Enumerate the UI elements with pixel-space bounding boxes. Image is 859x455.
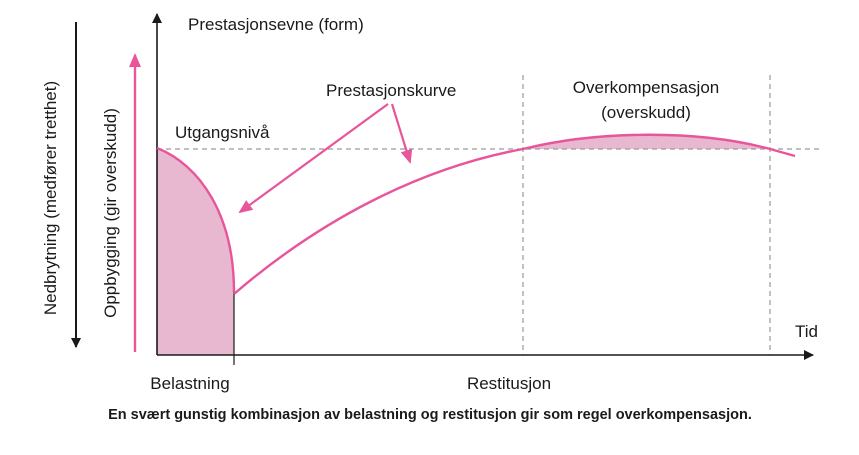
y-axis-label: Prestasjonsevne (form)	[188, 15, 364, 34]
overcompensation-sublabel: (overskudd)	[601, 103, 691, 122]
curve-label: Prestasjonskurve	[326, 81, 457, 100]
recovery-phase-label: Restitusjon	[466, 374, 552, 393]
curve-pointer-arrow-right	[392, 104, 410, 162]
load-area-fill	[157, 148, 234, 355]
load-phase-label: Belastning	[150, 374, 230, 393]
breakdown-label: Nedbrytning (medfører tretthet)	[41, 80, 60, 316]
overcompensation-label: Overkompensasjon	[572, 78, 720, 97]
performance-curve-recovery	[234, 135, 795, 294]
baseline-label: Utgangsnivå	[175, 123, 270, 142]
caption: En svært gunstig kombinasjon av belastning og restitusjon gir som regel overkompensasjon.	[108, 407, 752, 423]
buildup-label: Oppbygging (gir overskudd)	[101, 108, 120, 318]
x-axis-label: Tid	[795, 322, 818, 341]
curve-pointer-arrow-left	[240, 104, 388, 212]
